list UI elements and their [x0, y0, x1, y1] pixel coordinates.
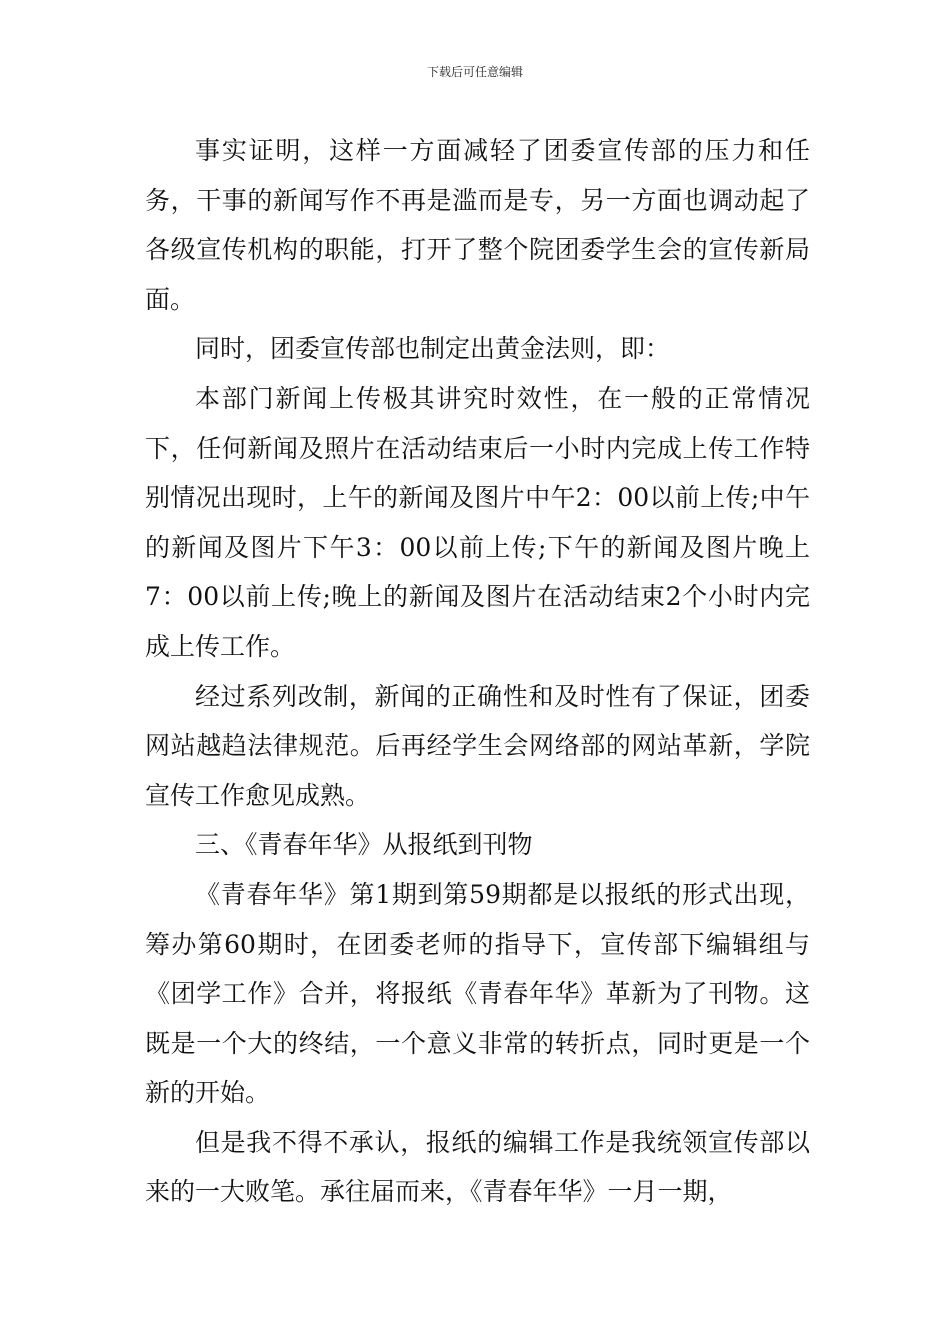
paragraph-1: 事实证明，这样一方面减轻了团委宣传部的压力和任务，干事的新闻写作不再是滥而是专，另一方面也调动起了各级宣传机构的职能，打开了整个院团委学生会的宣传新局面。	[145, 136, 810, 314]
page-header: 下载后可任意编辑	[426, 65, 523, 79]
paragraph-4: 经过系列改制，新闻的正确性和及时性有了保证，团委网站越趋法律规范。后再经学生会网络部的网站革新，学院宣传工作愈见成熟。	[145, 681, 810, 810]
paragraph-5: 《青春年华》第1期到第59期都是以报纸的形式出现，筹办第60期时，在团委老师的指导下，宣传部下编辑组与《团学工作》合并，将报纸《青春年华》革新为了刊物。这既是一个大的终结，一个意义非常的转折点，同时更是一个新的开始。	[145, 879, 810, 1108]
paragraph-6: 但是我不得不承认，报纸的编辑工作是我统领宣传部以来的一大败笔。承往届而来，《青春年华》一月一期，	[145, 1127, 810, 1207]
document-body	[145, 126, 810, 1217]
section-heading: 三、《青春年华》从报纸到刊物	[195, 830, 533, 860]
paragraph-2: 同时，团委宣传部也制定出黄金法则，即：	[195, 334, 671, 364]
paragraph-3: 本部门新闻上传极其讲究时效性，在一般的正常情况下，任何新闻及照片在活动结束后一小时内完成上传工作特别情况出现时，上午的新闻及图片中午2：00以前上传;中午的新闻及图片下午3：00以前上传;下午的新闻及图片晚上7：00以前上传;晚上的新闻及图片在活动结束2个小时内完成上传工作。	[145, 383, 810, 661]
